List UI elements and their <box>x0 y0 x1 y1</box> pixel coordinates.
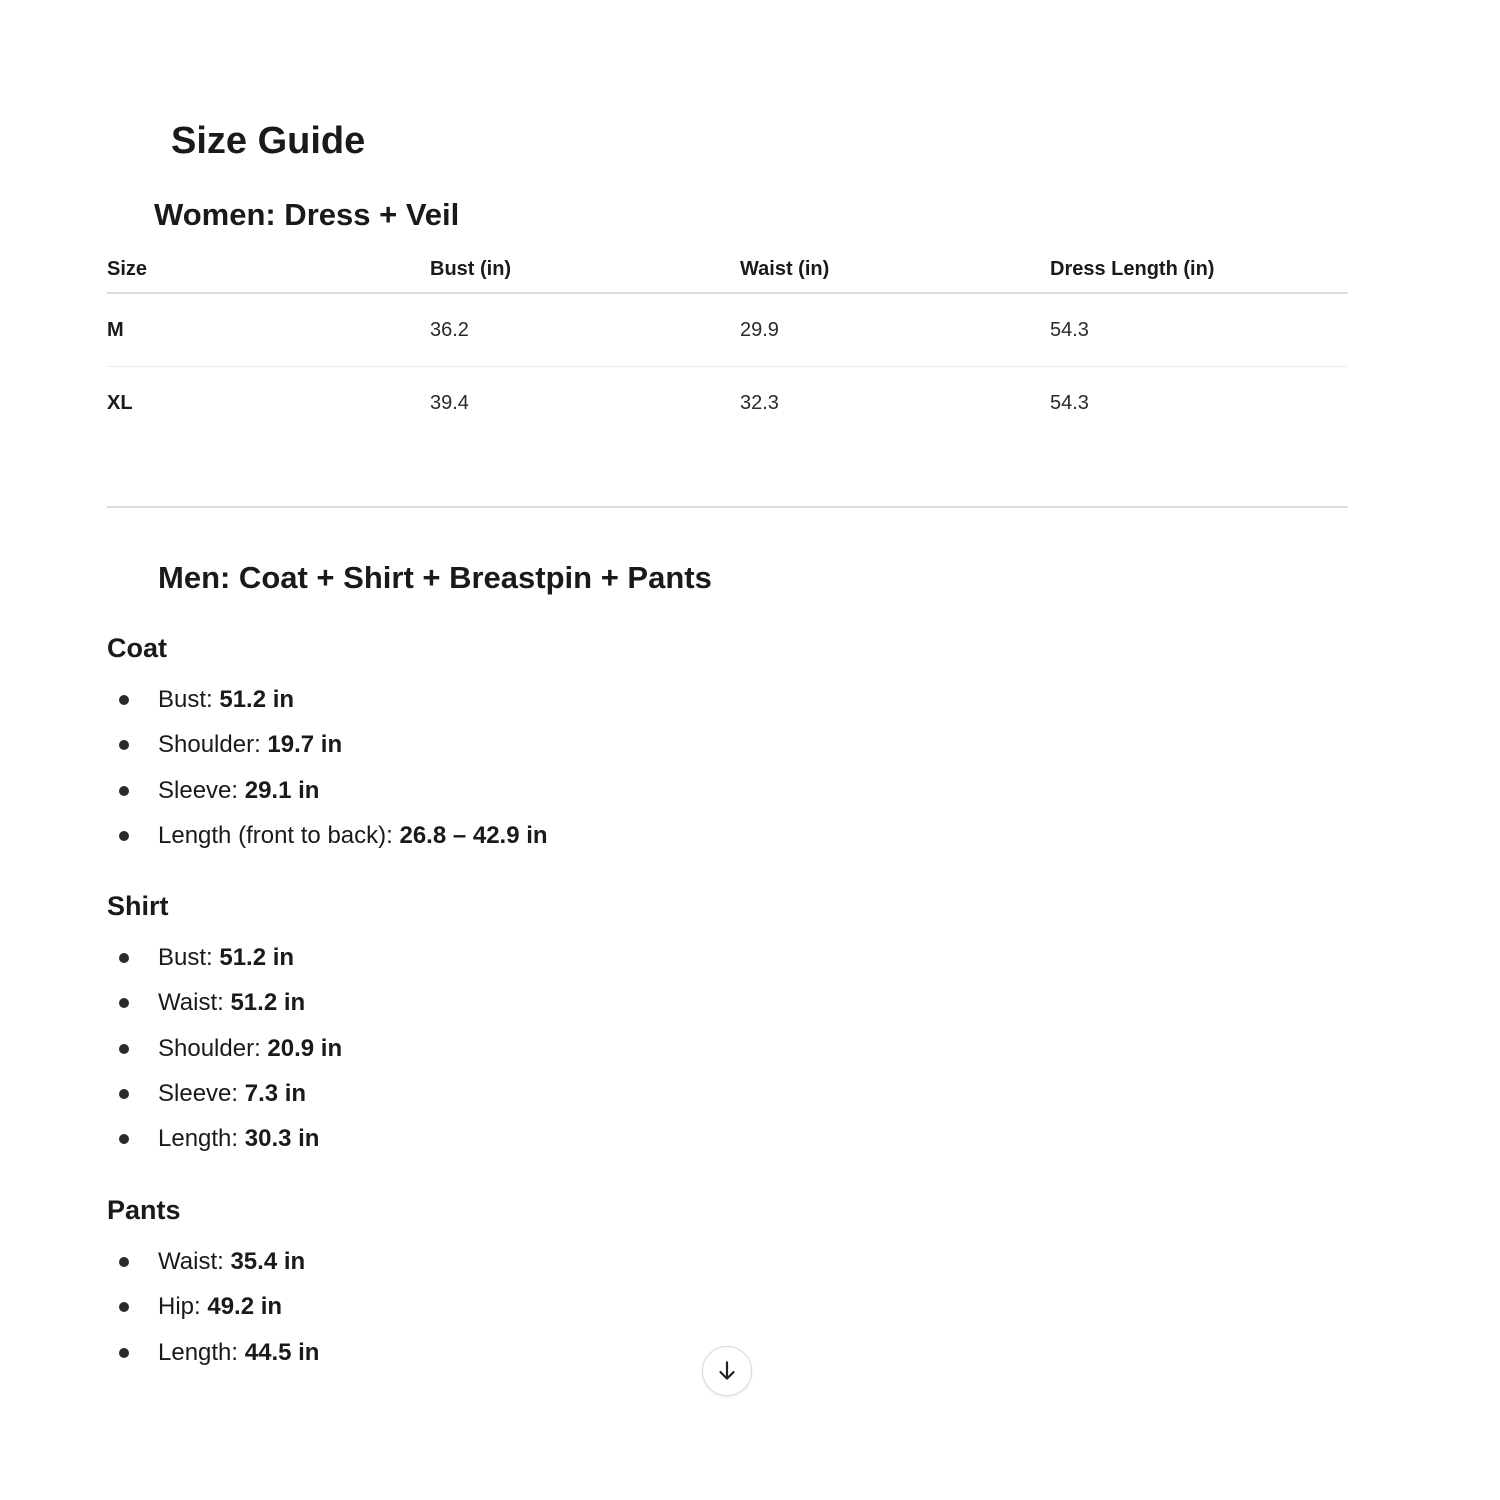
section-divider <box>107 506 1348 508</box>
bullet-icon <box>119 998 129 1008</box>
list-item <box>107 1239 319 1284</box>
women-size-table <box>107 246 1348 439</box>
measure-value: 19.7 in <box>267 731 343 759</box>
column-header-waist: Waist (in) <box>740 246 1050 293</box>
measure-value: 51.2 in <box>230 989 306 1017</box>
bullet-icon <box>119 695 129 705</box>
bullet-icon <box>119 953 129 963</box>
list-item <box>107 1116 342 1161</box>
table-row <box>107 293 1348 367</box>
table-header-row <box>107 246 1348 293</box>
bullet-icon <box>119 831 129 841</box>
list-item <box>107 1026 342 1071</box>
measure-label: Shoulder: <box>158 1034 268 1062</box>
list-item <box>107 722 548 767</box>
list-item <box>107 677 548 722</box>
measure-label: Waist: <box>158 989 231 1017</box>
list-item <box>107 935 342 980</box>
dress-length-cell: 54.3 <box>1050 293 1348 367</box>
list-item <box>107 1284 319 1329</box>
shirt-measurements-list <box>107 935 342 1161</box>
list-item <box>107 1330 319 1375</box>
measure-value: 7.3 in <box>244 1079 307 1107</box>
list-item <box>107 768 548 813</box>
measure-label: Bust: <box>158 944 220 971</box>
measure-value: 51.2 in <box>219 944 295 971</box>
bullet-icon <box>119 740 129 750</box>
pants-measurements-list <box>107 1239 319 1375</box>
measure-label: Length: <box>158 1125 245 1153</box>
measure-value: 30.3 in <box>244 1125 320 1153</box>
column-header-size: Size <box>107 246 430 293</box>
measure-label: Waist: <box>158 1248 231 1275</box>
coat-heading: Coat <box>107 633 167 663</box>
measure-label: Sleeve: <box>158 776 245 804</box>
table-row <box>107 367 1348 440</box>
measure-label: Bust: <box>158 686 220 713</box>
measure-value: 20.9 in <box>267 1034 343 1062</box>
women-section-heading: Women: Dress + Veil <box>154 197 460 232</box>
measure-label: Sleeve: <box>158 1079 245 1107</box>
bust-cell: 36.2 <box>430 293 740 367</box>
bullet-icon <box>119 1302 129 1312</box>
bullet-icon <box>119 1134 129 1144</box>
bullet-icon <box>119 1044 129 1054</box>
list-item <box>107 1071 342 1116</box>
dress-length-cell: 54.3 <box>1050 391 1089 414</box>
measure-label: Shoulder: <box>158 731 268 759</box>
size-cell: M <box>107 293 430 367</box>
list-item <box>107 813 548 858</box>
column-header-dress-length: Dress Length (in) <box>1050 246 1348 293</box>
pants-heading: Pants <box>107 1195 181 1225</box>
bullet-icon <box>119 1089 129 1099</box>
waist-cell: 32.3 <box>740 391 779 414</box>
measure-value: 29.1 in <box>244 776 320 804</box>
bullet-icon <box>119 786 129 796</box>
measure-value: 44.5 in <box>244 1338 320 1366</box>
measure-label: Length: <box>158 1338 245 1366</box>
list-item <box>107 980 342 1025</box>
coat-measurements-list <box>107 677 548 858</box>
scroll-down-button[interactable] <box>702 1346 752 1396</box>
measure-value: 26.8 – 42.9 in <box>399 821 548 849</box>
column-header-bust: Bust (in) <box>430 246 740 293</box>
bullet-icon <box>119 1257 129 1267</box>
measure-label: Hip: <box>158 1293 208 1321</box>
measure-value: 35.4 in <box>230 1248 306 1275</box>
waist-cell: 29.9 <box>740 293 1050 367</box>
measure-value: 49.2 in <box>207 1293 283 1321</box>
arrow-down-icon <box>714 1358 740 1384</box>
measure-value: 51.2 in <box>219 686 295 713</box>
bullet-icon <box>119 1348 129 1358</box>
size-cell: XL <box>107 391 133 414</box>
page-title: Size Guide <box>171 120 366 162</box>
men-section-heading: Men: Coat + Shirt + Breastpin + Pants <box>158 560 712 595</box>
measure-label: Length (front to back): <box>158 821 400 849</box>
shirt-heading: Shirt <box>107 891 169 921</box>
bust-cell: 39.4 <box>430 391 469 414</box>
